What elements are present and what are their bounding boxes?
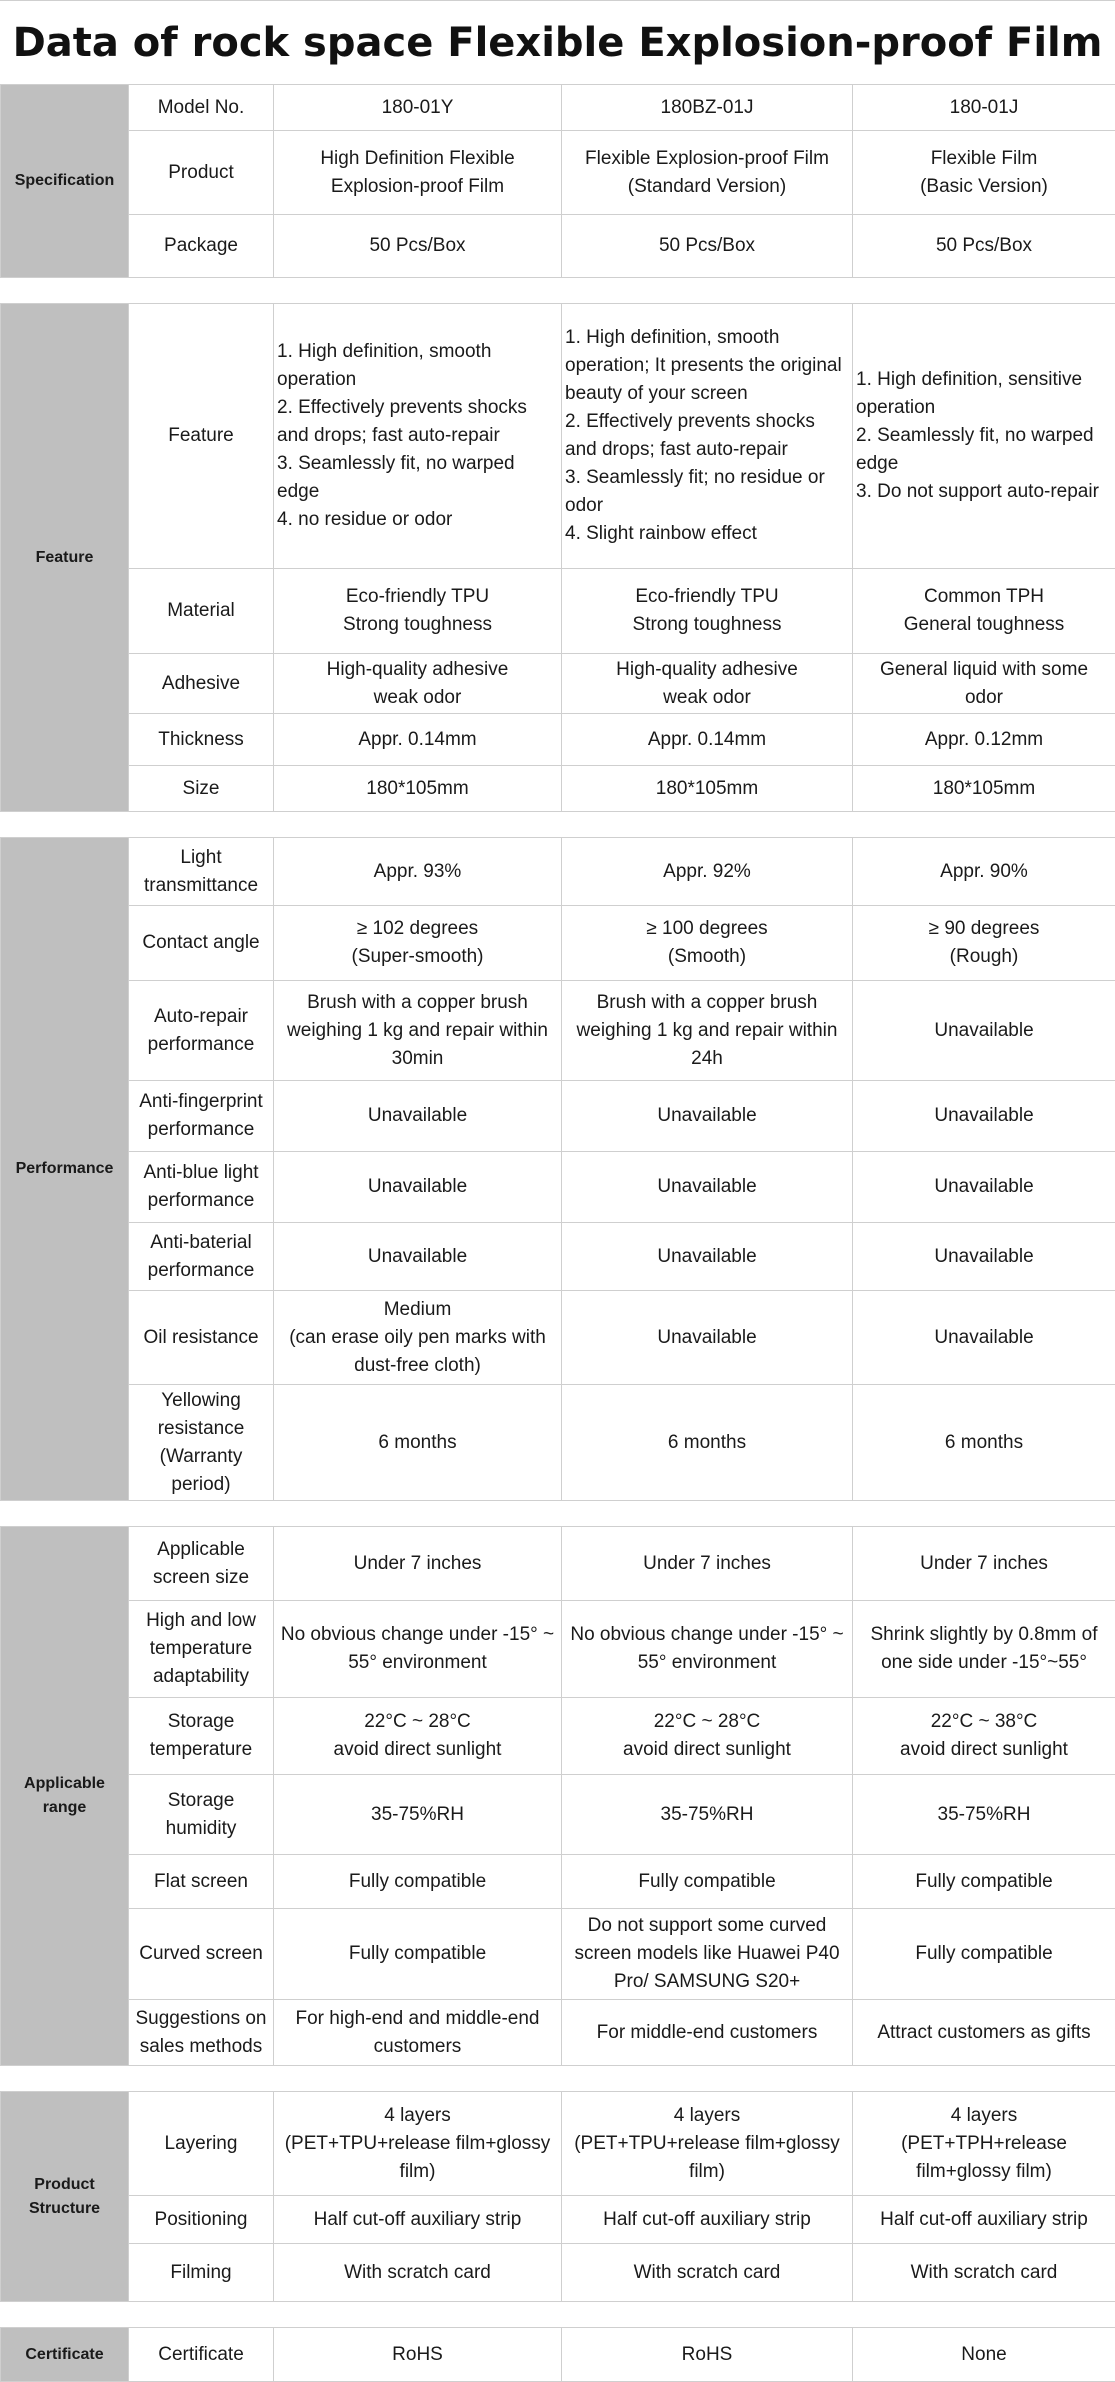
cell: 1. High definition, smooth operation; It presents the original beauty of your screen 2. Effectively prevents shocks and drops; fast auto-repair 3. Seamlessly fit; no residue or odor 4. Slight rainbow effect	[562, 304, 853, 569]
row-package	[1, 215, 1115, 278]
section-performance: Performance	[1, 838, 129, 1501]
section-specification: Specification	[1, 85, 129, 278]
section-product-structure: Product Structure	[1, 2092, 129, 2302]
cell: Fully compatible	[274, 1909, 562, 2000]
cell: Appr. 0.14mm	[562, 714, 853, 766]
row-label: Anti-baterial performance	[129, 1223, 274, 1291]
row-label: Package	[129, 215, 274, 278]
row-label: Size	[129, 766, 274, 812]
cell: Fully compatible	[274, 1855, 562, 1909]
row-label: Anti-blue light performance	[129, 1152, 274, 1223]
cell: Under 7 inches	[562, 1527, 853, 1601]
section-gap	[1, 2302, 1115, 2328]
row-label: High and low temperature adaptability	[129, 1601, 274, 1698]
section-applicable-range: Applicable range	[1, 1527, 129, 2066]
row-layering	[1, 2092, 1115, 2196]
section-gap	[1, 812, 1115, 838]
cell: 50 Pcs/Box	[853, 215, 1115, 278]
cell: Unavailable	[853, 981, 1115, 1081]
cell: Eco-friendly TPU Strong toughness	[274, 569, 562, 654]
cell: ≥ 102 degrees (Super-smooth)	[274, 906, 562, 981]
row-label: Curved screen	[129, 1909, 274, 2000]
row-label: Storage temperature	[129, 1698, 274, 1775]
cell: Unavailable	[562, 1152, 853, 1223]
cell: No obvious change under -15° ~ 55° environment	[274, 1601, 562, 1698]
section-gap	[1, 1501, 1115, 1527]
cell: Unavailable	[853, 1223, 1115, 1291]
cell: RoHS	[562, 2328, 853, 2382]
cell: 180BZ-01J	[562, 85, 853, 131]
cell: High-quality adhesive weak odor	[274, 654, 562, 714]
row-screen-size	[1, 1527, 1115, 1601]
cell: Unavailable	[274, 1152, 562, 1223]
cell: 22°C ~ 38°C avoid direct sunlight	[853, 1698, 1115, 1775]
row-label: Applicable screen size	[129, 1527, 274, 1601]
cell: Under 7 inches	[274, 1527, 562, 1601]
cell: 35-75%RH	[853, 1775, 1115, 1855]
row-label: Oil resistance	[129, 1291, 274, 1385]
cell: Brush with a copper brush weighing 1 kg and repair within 30min	[274, 981, 562, 1081]
cell: Shrink slightly by 0.8mm of one side under -15°~55°	[853, 1601, 1115, 1698]
row-material	[1, 569, 1115, 654]
cell: Appr. 90%	[853, 838, 1115, 906]
row-label: Yellowing resistance (Warranty period)	[129, 1385, 274, 1501]
cell: Attract customers as gifts	[853, 2000, 1115, 2066]
cell: With scratch card	[274, 2244, 562, 2302]
cell: Unavailable	[853, 1081, 1115, 1152]
row-label: Storage humidity	[129, 1775, 274, 1855]
row-label: Anti-fingerprint performance	[129, 1081, 274, 1152]
row-label: Suggestions on sales methods	[129, 2000, 274, 2066]
cell: 22°C ~ 28°C avoid direct sunlight	[274, 1698, 562, 1775]
cell: 6 months	[562, 1385, 853, 1501]
cell: Half cut-off auxiliary strip	[853, 2196, 1115, 2244]
cell: 6 months	[853, 1385, 1115, 1501]
row-label: Adhesive	[129, 654, 274, 714]
cell: Unavailable	[562, 1081, 853, 1152]
page-title: Data of rock space Flexible Explosion-proof Film	[0, 0, 1115, 84]
row-storage-temperature	[1, 1698, 1115, 1775]
row-contact-angle	[1, 906, 1115, 981]
row-model-no	[1, 85, 1115, 131]
row-size	[1, 766, 1115, 812]
row-storage-humidity	[1, 1775, 1115, 1855]
cell: 180*105mm	[274, 766, 562, 812]
cell: 22°C ~ 28°C avoid direct sunlight	[562, 1698, 853, 1775]
row-light-transmittance	[1, 838, 1115, 906]
cell: Brush with a copper brush weighing 1 kg and repair within 24h	[562, 981, 853, 1081]
cell: Appr. 0.12mm	[853, 714, 1115, 766]
row-sales-methods	[1, 2000, 1115, 2066]
cell: Half cut-off auxiliary strip	[274, 2196, 562, 2244]
row-filming	[1, 2244, 1115, 2302]
cell: 180*105mm	[853, 766, 1115, 812]
row-certificate	[1, 2328, 1115, 2382]
cell: For high-end and middle-end customers	[274, 2000, 562, 2066]
row-label: Product	[129, 131, 274, 215]
cell: With scratch card	[562, 2244, 853, 2302]
row-label: Light transmittance	[129, 838, 274, 906]
row-thickness	[1, 714, 1115, 766]
cell: Unavailable	[274, 1081, 562, 1152]
cell: Unavailable	[562, 1223, 853, 1291]
cell: No obvious change under -15° ~ 55° environment	[562, 1601, 853, 1698]
row-label: Auto-repair performance	[129, 981, 274, 1081]
cell: Eco-friendly TPU Strong toughness	[562, 569, 853, 654]
cell: Appr. 0.14mm	[274, 714, 562, 766]
cell: 180-01Y	[274, 85, 562, 131]
cell: Fully compatible	[853, 1855, 1115, 1909]
cell: Fully compatible	[562, 1855, 853, 1909]
cell: 50 Pcs/Box	[562, 215, 853, 278]
cell: Unavailable	[274, 1223, 562, 1291]
row-label: Feature	[129, 304, 274, 569]
cell: 6 months	[274, 1385, 562, 1501]
cell: 50 Pcs/Box	[274, 215, 562, 278]
cell: Flexible Explosion-proof Film (Standard Version)	[562, 131, 853, 215]
row-temperature-adaptability	[1, 1601, 1115, 1698]
cell: High Definition Flexible Explosion-proof Film	[274, 131, 562, 215]
cell: Half cut-off auxiliary strip	[562, 2196, 853, 2244]
row-product	[1, 131, 1115, 215]
section-feature: Feature	[1, 304, 129, 812]
row-positioning	[1, 2196, 1115, 2244]
cell: Appr. 92%	[562, 838, 853, 906]
row-anti-fingerprint	[1, 1081, 1115, 1152]
section-certificate: Certificate	[1, 2328, 129, 2382]
cell: High-quality adhesive weak odor	[562, 654, 853, 714]
cell: 1. High definition, smooth operation 2. Effectively prevents shocks and drops; fast auto-repair 3. Seamlessly fit, no warped edge 4. no residue or odor	[274, 304, 562, 569]
row-feature	[1, 304, 1115, 569]
cell: Do not support some curved screen models like Huawei P40 Pro/ SAMSUNG S20+	[562, 1909, 853, 2000]
cell: Common TPH General toughness	[853, 569, 1115, 654]
row-oil-resistance	[1, 1291, 1115, 1385]
cell: 1. High definition, sensitive operation 2. Seamlessly fit, no warped edge 3. Do not support auto-repair	[853, 304, 1115, 569]
cell: None	[853, 2328, 1115, 2382]
cell: 35-75%RH	[274, 1775, 562, 1855]
row-label: Contact angle	[129, 906, 274, 981]
cell: Flexible Film (Basic Version)	[853, 131, 1115, 215]
row-flat-screen	[1, 1855, 1115, 1909]
row-anti-blue-light	[1, 1152, 1115, 1223]
row-label: Flat screen	[129, 1855, 274, 1909]
row-label: Filming	[129, 2244, 274, 2302]
cell: 180*105mm	[562, 766, 853, 812]
spec-table	[0, 84, 1115, 2382]
cell: 4 layers (PET+TPU+release film+glossy film)	[562, 2092, 853, 2196]
row-label: Material	[129, 569, 274, 654]
row-label: Certificate	[129, 2328, 274, 2382]
row-anti-baterial	[1, 1223, 1115, 1291]
section-gap	[1, 278, 1115, 304]
cell: Medium (can erase oily pen marks with dust-free cloth)	[274, 1291, 562, 1385]
cell: Appr. 93%	[274, 838, 562, 906]
row-label: Layering	[129, 2092, 274, 2196]
row-yellowing	[1, 1385, 1115, 1501]
cell: General liquid with some odor	[853, 654, 1115, 714]
cell: Under 7 inches	[853, 1527, 1115, 1601]
row-label: Thickness	[129, 714, 274, 766]
cell: Unavailable	[853, 1152, 1115, 1223]
cell: For middle-end customers	[562, 2000, 853, 2066]
row-curved-screen	[1, 1909, 1115, 2000]
cell: 4 layers (PET+TPU+release film+glossy film)	[274, 2092, 562, 2196]
cell: ≥ 90 degrees (Rough)	[853, 906, 1115, 981]
row-adhesive	[1, 654, 1115, 714]
cell: ≥ 100 degrees (Smooth)	[562, 906, 853, 981]
cell: RoHS	[274, 2328, 562, 2382]
cell: Unavailable	[853, 1291, 1115, 1385]
section-gap	[1, 2066, 1115, 2092]
row-label: Model No.	[129, 85, 274, 131]
cell: 180-01J	[853, 85, 1115, 131]
cell: Fully compatible	[853, 1909, 1115, 2000]
cell: Unavailable	[562, 1291, 853, 1385]
row-label: Positioning	[129, 2196, 274, 2244]
row-auto-repair	[1, 981, 1115, 1081]
cell: With scratch card	[853, 2244, 1115, 2302]
cell: 35-75%RH	[562, 1775, 853, 1855]
cell: 4 layers (PET+TPH+release film+glossy film)	[853, 2092, 1115, 2196]
